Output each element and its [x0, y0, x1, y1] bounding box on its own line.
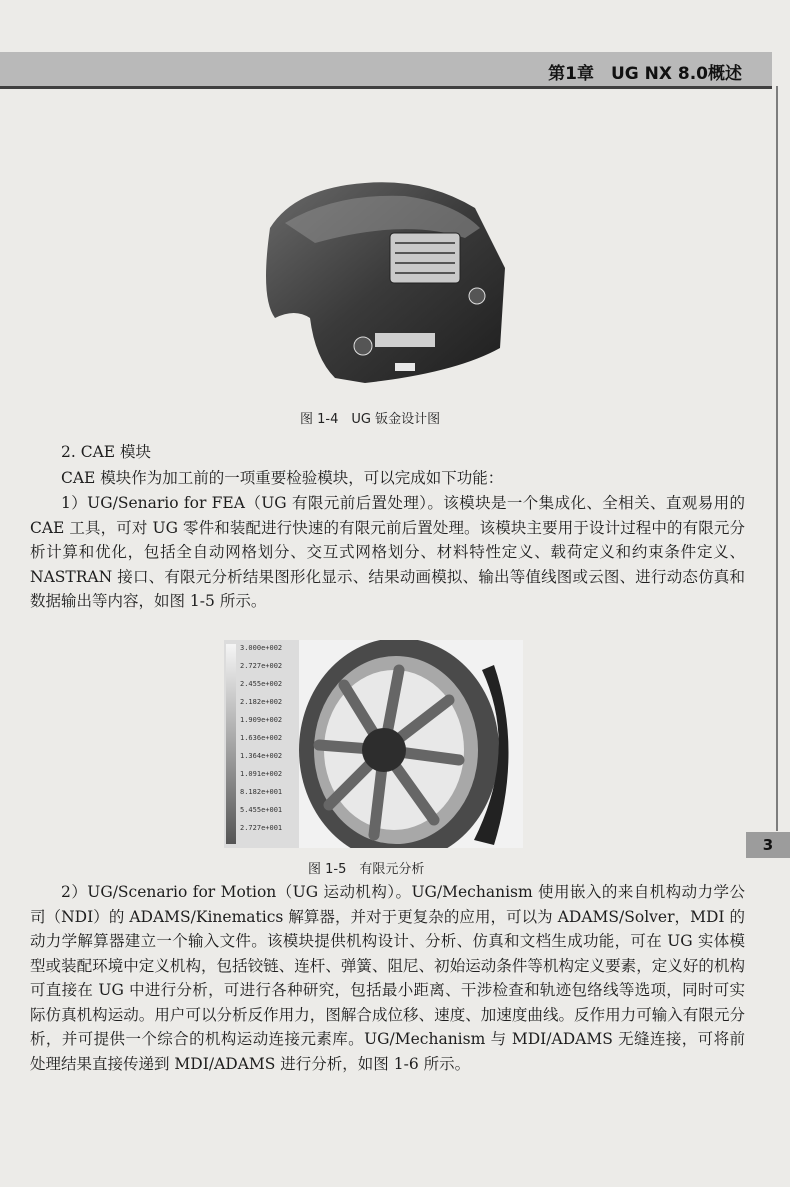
legend-value: 2.727e+002 — [240, 662, 283, 670]
figure-1-5-caption: 图 1-5 有限元分析 — [308, 862, 425, 877]
legend-value: 1.091e+002 — [240, 770, 283, 778]
legend-value: 8.182e+001 — [240, 788, 283, 796]
legend-value: 3.000e+002 — [240, 644, 283, 652]
figure-1-4-caption: 图 1-4 UG 钣金设计图 — [300, 412, 441, 427]
page-number: 3 — [746, 832, 790, 858]
legend-value: 5.455e+001 — [240, 806, 283, 814]
legend-value: 1.364e+002 — [240, 752, 283, 760]
margin-rule — [776, 86, 778, 831]
color-legend-bar — [226, 644, 236, 844]
fea-wheel-figure — [224, 640, 523, 848]
section-heading: 2. CAE 模块 — [61, 443, 152, 461]
fea-paragraph: 1）UG/Senario for FEA（UG 有限元前后置处理）。该模块是一个集成化、全相关、直观易用的 CAE 工具，可对 UG 零件和装配进行快速的有限元前后置处理。该模块主要用于设计过程中的有限元分析计算和优化，包括全自动网格划分、交互式网格划分、材料特性定义、载荷定义和约束条件定义、NASTRAN 接口、有限元分析结果图形化显示、结果动画模拟、输出等值线图或云图、进行动态仿真和数据输出等内容，如图 1-5 所示。 — [30, 494, 745, 610]
motion-paragraph: 2）UG/Scenario for Motion（UG 运动机构）。UG/Mechanism 使用嵌入的来自机构动力学公司（NDI）的 ADAMS/Kinematics 解算器，并对于更复杂的应用，可以为 ADAMS/Solver，MDI 的动力学解算器建立一个输入文件。该模块提供机构设计、分析、仿真和文档生成功能，可在 UG 实体模型或装配环境中定义机构，包括铰链、连杆、弹簧、阻尼、初始运动条件等机构定义要素，定义好的机构可直接在 UG 中进行分析，可进行各种研究，包括最小距离、干涉检查和轨迹包络线等选项，同时可实际仿真机构运动。用户可以分析反作用力，图解合成位移、速度、加速度曲线。反作用力可输入有限元分析，并可提供一个综合的机构运动连接元素库。UG/Mechanism 与 MDI/ADAMS 无缝连接，可将前处理结果直接传递到 MDI/ADAMS 进行分析，如图 1-6 所示。 — [30, 883, 745, 1073]
legend-value: 1.909e+002 — [240, 716, 283, 724]
legend-value: 1.636e+002 — [240, 734, 283, 742]
sheet-metal-car-figure — [255, 148, 515, 393]
chapter-title: 第1章 UG NX 8.0概述 — [548, 64, 742, 84]
intro-paragraph: CAE 模块作为加工前的一项重要检验模块，可以完成如下功能： — [61, 469, 504, 487]
legend-value: 2.727e+001 — [240, 824, 283, 832]
legend-value: 2.182e+002 — [240, 698, 283, 706]
legend-value: 2.455e+002 — [240, 680, 283, 688]
